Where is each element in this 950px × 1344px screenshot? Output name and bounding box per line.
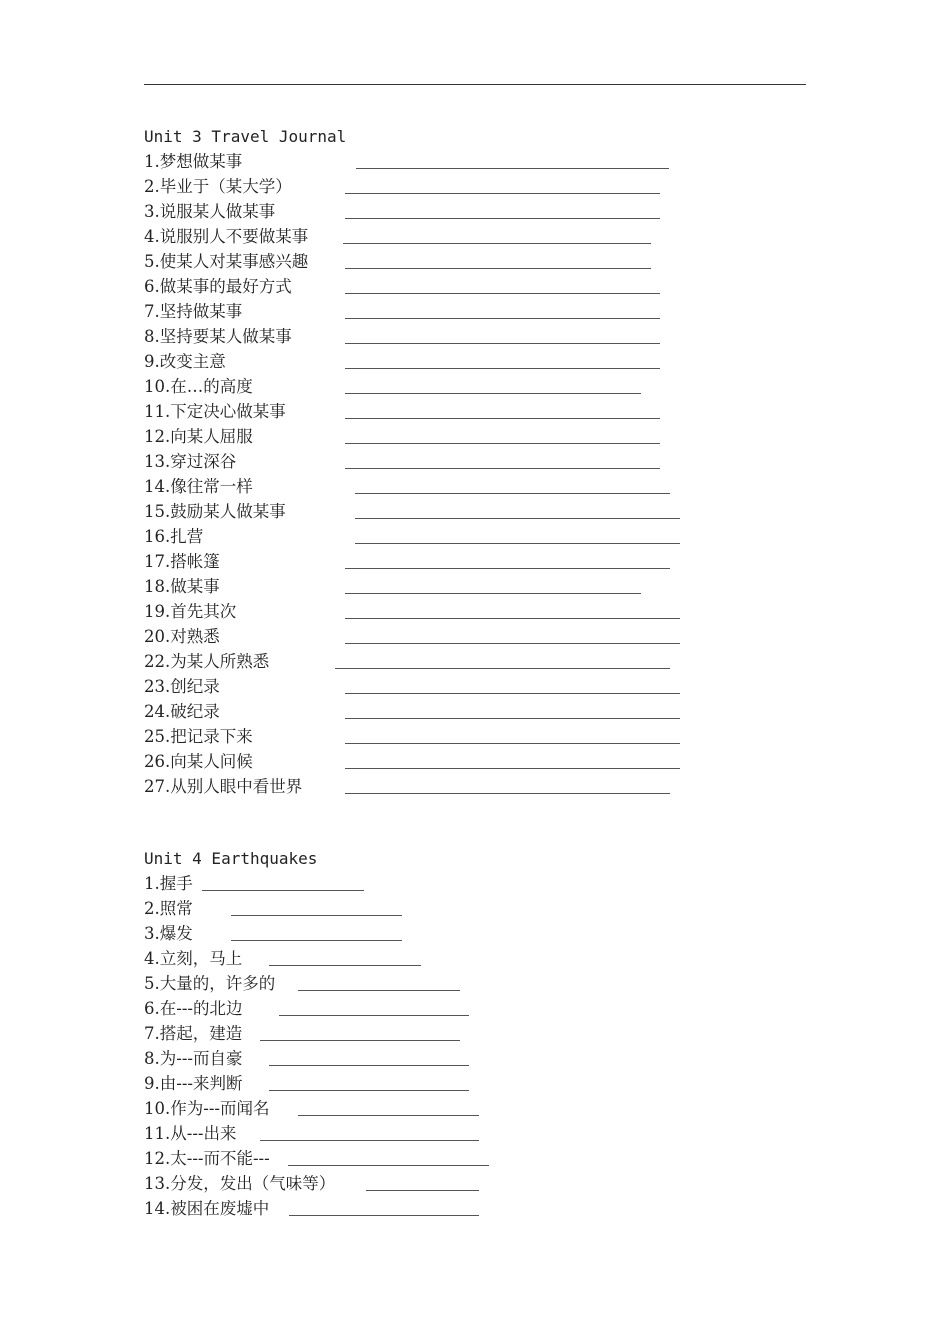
item-label: 9.改变主意 bbox=[144, 352, 226, 371]
item-label: 6.在---的北边 bbox=[144, 999, 243, 1018]
top-rule bbox=[144, 84, 806, 85]
unit3-section bbox=[144, 124, 346, 799]
list-item bbox=[144, 149, 346, 174]
item-label: 7.坚持做某事 bbox=[144, 302, 243, 321]
answer-blank[interactable] bbox=[343, 243, 651, 244]
item-label: 4.说服别人不要做某事 bbox=[144, 227, 309, 246]
item-label: 16.扎营 bbox=[144, 527, 204, 546]
item-label: 23.创纪录 bbox=[144, 677, 220, 696]
answer-blank[interactable] bbox=[202, 890, 364, 891]
item-label: 3.说服某人做某事 bbox=[144, 202, 276, 221]
answer-blank[interactable] bbox=[366, 1190, 479, 1191]
list-item bbox=[144, 574, 346, 599]
list-item bbox=[144, 971, 317, 996]
list-item bbox=[144, 946, 317, 971]
list-item bbox=[144, 524, 346, 549]
answer-blank[interactable] bbox=[288, 1165, 489, 1166]
item-label: 12.太---而不能--- bbox=[144, 1149, 270, 1168]
answer-blank[interactable] bbox=[345, 393, 641, 394]
answer-blank[interactable] bbox=[345, 318, 660, 319]
unit4-title: Unit 4 Earthquakes bbox=[144, 849, 318, 868]
list-item bbox=[144, 274, 346, 299]
list-item bbox=[144, 996, 317, 1021]
answer-blank[interactable] bbox=[345, 443, 660, 444]
list-item bbox=[144, 921, 317, 946]
item-label: 25.把记录下来 bbox=[144, 727, 253, 746]
answer-blank[interactable] bbox=[356, 168, 669, 169]
list-item bbox=[144, 1121, 317, 1146]
list-item bbox=[144, 449, 346, 474]
answer-blank[interactable] bbox=[345, 743, 680, 744]
list-item bbox=[144, 1171, 336, 1196]
item-label: 15.鼓励某人做某事 bbox=[144, 502, 286, 521]
list-item bbox=[144, 1021, 317, 1046]
item-label: 5.大量的，许多的 bbox=[144, 974, 276, 993]
list-item bbox=[144, 249, 346, 274]
item-label: 2.毕业于（某大学） bbox=[144, 177, 292, 196]
list-item bbox=[144, 474, 346, 499]
answer-blank[interactable] bbox=[260, 1040, 460, 1041]
item-label: 10.在…的高度 bbox=[144, 377, 253, 396]
item-label: 11.从---出来 bbox=[144, 1124, 237, 1143]
item-label: 22.为某人所熟悉 bbox=[144, 652, 270, 671]
item-label: 1.梦想做某事 bbox=[144, 152, 243, 171]
item-label: 14.像往常一样 bbox=[144, 477, 253, 496]
list-item bbox=[144, 699, 346, 724]
item-label: 13.穿过深谷 bbox=[144, 452, 237, 471]
answer-blank[interactable] bbox=[260, 1140, 479, 1141]
answer-blank[interactable] bbox=[269, 965, 421, 966]
list-item bbox=[144, 1196, 317, 1221]
item-label: 10.作为---而闻名 bbox=[144, 1099, 270, 1118]
list-item bbox=[144, 299, 346, 324]
unit4-section bbox=[144, 846, 336, 1221]
answer-blank[interactable] bbox=[231, 940, 402, 941]
answer-blank[interactable] bbox=[345, 718, 680, 719]
answer-blank[interactable] bbox=[345, 643, 680, 644]
item-label: 24.破纪录 bbox=[144, 702, 220, 721]
answer-blank[interactable] bbox=[345, 768, 680, 769]
list-item bbox=[144, 174, 346, 199]
answer-blank[interactable] bbox=[298, 990, 460, 991]
item-label: 17.搭帐篷 bbox=[144, 552, 220, 571]
item-label: 6.做某事的最好方式 bbox=[144, 277, 292, 296]
item-label: 9.由---来判断 bbox=[144, 1074, 243, 1093]
unit3-list bbox=[144, 149, 346, 799]
answer-blank[interactable] bbox=[279, 1015, 469, 1016]
list-item bbox=[144, 199, 346, 224]
list-item bbox=[144, 499, 346, 524]
answer-blank[interactable] bbox=[355, 543, 680, 544]
list-item bbox=[144, 1046, 317, 1071]
list-item bbox=[144, 399, 346, 424]
answer-blank[interactable] bbox=[345, 568, 670, 569]
item-label: 7.搭起，建造 bbox=[144, 1024, 243, 1043]
list-item bbox=[144, 424, 346, 449]
item-label: 8.为---而自豪 bbox=[144, 1049, 243, 1068]
answer-blank[interactable] bbox=[345, 218, 660, 219]
answer-blank[interactable] bbox=[345, 468, 660, 469]
answer-blank[interactable] bbox=[345, 693, 680, 694]
list-item bbox=[144, 1146, 317, 1171]
answer-blank[interactable] bbox=[345, 293, 660, 294]
answer-blank[interactable] bbox=[345, 268, 651, 269]
answer-blank[interactable] bbox=[335, 668, 670, 669]
item-label: 4.立刻，马上 bbox=[144, 949, 243, 968]
list-item bbox=[144, 374, 346, 399]
item-label: 27.从别人眼中看世界 bbox=[144, 777, 303, 796]
answer-blank[interactable] bbox=[298, 1115, 479, 1116]
item-label: 1.握手 bbox=[144, 874, 193, 893]
unit3-title: Unit 3 Travel Journal bbox=[144, 127, 347, 146]
item-label: 19.首先其次 bbox=[144, 602, 237, 621]
answer-blank[interactable] bbox=[345, 793, 670, 794]
list-item bbox=[144, 599, 346, 624]
answer-blank[interactable] bbox=[345, 193, 660, 194]
answer-blank[interactable] bbox=[355, 493, 670, 494]
list-item bbox=[144, 871, 317, 896]
list-item bbox=[144, 1096, 317, 1121]
list-item bbox=[144, 349, 346, 374]
list-item bbox=[144, 749, 346, 774]
item-label: 14.被困在废墟中 bbox=[144, 1199, 270, 1218]
answer-blank[interactable] bbox=[269, 1065, 469, 1066]
list-item bbox=[144, 624, 346, 649]
answer-blank[interactable] bbox=[345, 418, 660, 419]
answer-blank[interactable] bbox=[355, 518, 680, 519]
answer-blank[interactable] bbox=[345, 343, 660, 344]
list-item bbox=[144, 674, 346, 699]
answer-blank[interactable] bbox=[345, 618, 680, 619]
answer-blank[interactable] bbox=[231, 915, 402, 916]
item-label: 11.下定决心做某事 bbox=[144, 402, 286, 421]
list-item bbox=[144, 649, 346, 674]
item-label: 20.对熟悉 bbox=[144, 627, 220, 646]
item-label: 3.爆发 bbox=[144, 924, 193, 943]
answer-blank[interactable] bbox=[345, 593, 641, 594]
item-label: 13.分发，发出（气味等） bbox=[144, 1174, 336, 1193]
list-item bbox=[144, 224, 346, 249]
unit4-list bbox=[144, 871, 336, 1221]
list-item bbox=[144, 324, 346, 349]
item-label: 12.向某人屈服 bbox=[144, 427, 253, 446]
answer-blank[interactable] bbox=[289, 1215, 479, 1216]
list-item bbox=[144, 549, 346, 574]
item-label: 5.使某人对某事感兴趣 bbox=[144, 252, 309, 271]
answer-blank[interactable] bbox=[269, 1090, 469, 1091]
item-label: 26.向某人问候 bbox=[144, 752, 253, 771]
item-label: 18.做某事 bbox=[144, 577, 220, 596]
list-item bbox=[144, 724, 346, 749]
list-item bbox=[144, 1071, 317, 1096]
item-label: 2.照常 bbox=[144, 899, 193, 918]
list-item bbox=[144, 774, 346, 799]
item-label: 8.坚持要某人做某事 bbox=[144, 327, 292, 346]
answer-blank[interactable] bbox=[345, 368, 660, 369]
list-item bbox=[144, 896, 317, 921]
